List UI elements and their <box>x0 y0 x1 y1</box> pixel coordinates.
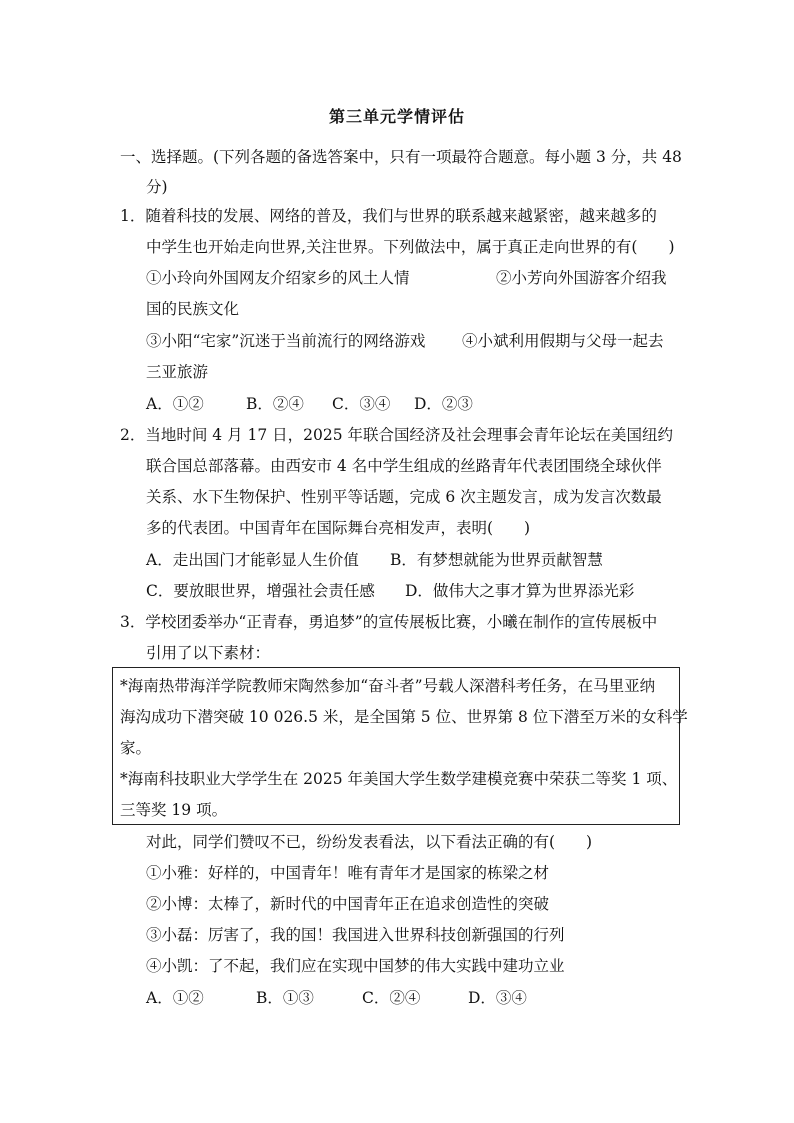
q3-material-line-3: 家。 <box>120 739 152 757</box>
q2-stem: 2．当地时间 4 月 17 日，2025 年联合国经济及社会理事会青年论坛在美国纽约 <box>120 426 674 444</box>
q1-choice-b: B．②④ <box>246 395 304 413</box>
section-heading: 一、选择题。(下列各题的备选答案中，只有一项最符合题意。每小题 3 分，共 48 <box>120 148 682 166</box>
q1-statement-1: ①小玲向外国网友介绍家乡的风土人情 <box>146 269 410 287</box>
section-heading-cont: 分) <box>146 178 168 196</box>
q3-material-line-4: *海南科技职业大学学生在 2025 年美国大学生数学建模竞赛中荣获二等奖 1 项、 <box>120 770 678 788</box>
q2-stem-cont-1: 联合国总部落幕。由西安市 4 名中学生组成的丝路青年代表团围绕全球伙伴 <box>146 457 662 475</box>
q1-statement-2-cont: 国的民族文化 <box>146 300 240 318</box>
q3-stem: 3．学校团委举办“正青春，勇追梦”的宣传展板比赛，小曦在制作的宣传展板中 <box>120 613 658 631</box>
q3-statement-1: ①小雅：好样的，中国青年！唯有青年才是国家的栋梁之材 <box>146 864 550 882</box>
q1-statement-2: ②小芳向外国游客介绍我 <box>496 269 667 287</box>
q1-statement-4: ④小斌利用假期与父母一起去 <box>462 332 664 350</box>
q2-choice-d: D．做伟大之事才算为世界添光彩 <box>405 582 635 600</box>
q3-choice-d: D．③④ <box>468 989 527 1007</box>
q3-material-line-1: *海南热带海洋学院教师宋陶然参加“奋斗者”号载人深潜科考任务，在马里亚纳 <box>120 677 656 695</box>
page-title: 第三单元学情评估 <box>328 107 465 126</box>
q3-choice-a: A．①② <box>146 989 204 1007</box>
q1-choice-d: D．②③ <box>414 395 473 413</box>
q3-material-line-5: 三等奖 19 项。 <box>120 801 228 819</box>
q3-question: 对此，同学们赞叹不已，纷纷发表看法，以下看法正确的有( ) <box>146 833 593 851</box>
q2-choice-a: A．走出国门才能彰显人生价值 <box>146 551 359 569</box>
q1-stem: 1．随着科技的发展、网络的普及，我们与世界的联系越来越紧密，越来越多的 <box>120 207 657 225</box>
q2-stem-cont-2: 关系、水下生物保护、性别平等话题，完成 6 次主题发言，成为发言次数最 <box>146 488 662 506</box>
q3-statement-4: ④小凯：了不起，我们应在实现中国梦的伟大实践中建功立业 <box>146 957 565 975</box>
q2-stem-cont-3: 多的代表团。中国青年在国际舞台亮相发声，表明( ) <box>146 519 531 537</box>
q1-statement-3: ③小阳“宅家”沉迷于当前流行的网络游戏 <box>146 332 426 350</box>
q3-choice-c: C．②④ <box>362 989 421 1007</box>
q1-choice-c: C．③④ <box>332 395 391 413</box>
q3-statement-2: ②小博：太棒了，新时代的中国青年正在追求创造性的突破 <box>146 895 550 913</box>
q3-stem-cont: 引用了以下素材： <box>146 644 271 662</box>
q1-choice-a: A．①② <box>146 395 204 413</box>
q2-choice-c: C．要放眼世界，增强社会责任感 <box>146 582 375 600</box>
q1-stem-cont: 中学生也开始走向世界,关注世界。下列做法中，属于真正走向世界的有( ) <box>146 238 675 256</box>
q3-material-line-2: 海沟成功下潜突破 10 026.5 米，是全国第 5 位、世界第 8 位下潜至万米的女科学 <box>120 708 688 726</box>
q3-choice-b: B．①③ <box>256 989 314 1007</box>
q3-statement-3: ③小磊：厉害了，我的国！我国进入世界科技创新强国的行列 <box>146 926 565 944</box>
q1-statement-4-cont: 三亚旅游 <box>146 363 209 381</box>
q2-choice-b: B．有梦想就能为世界贡献智慧 <box>390 551 603 569</box>
